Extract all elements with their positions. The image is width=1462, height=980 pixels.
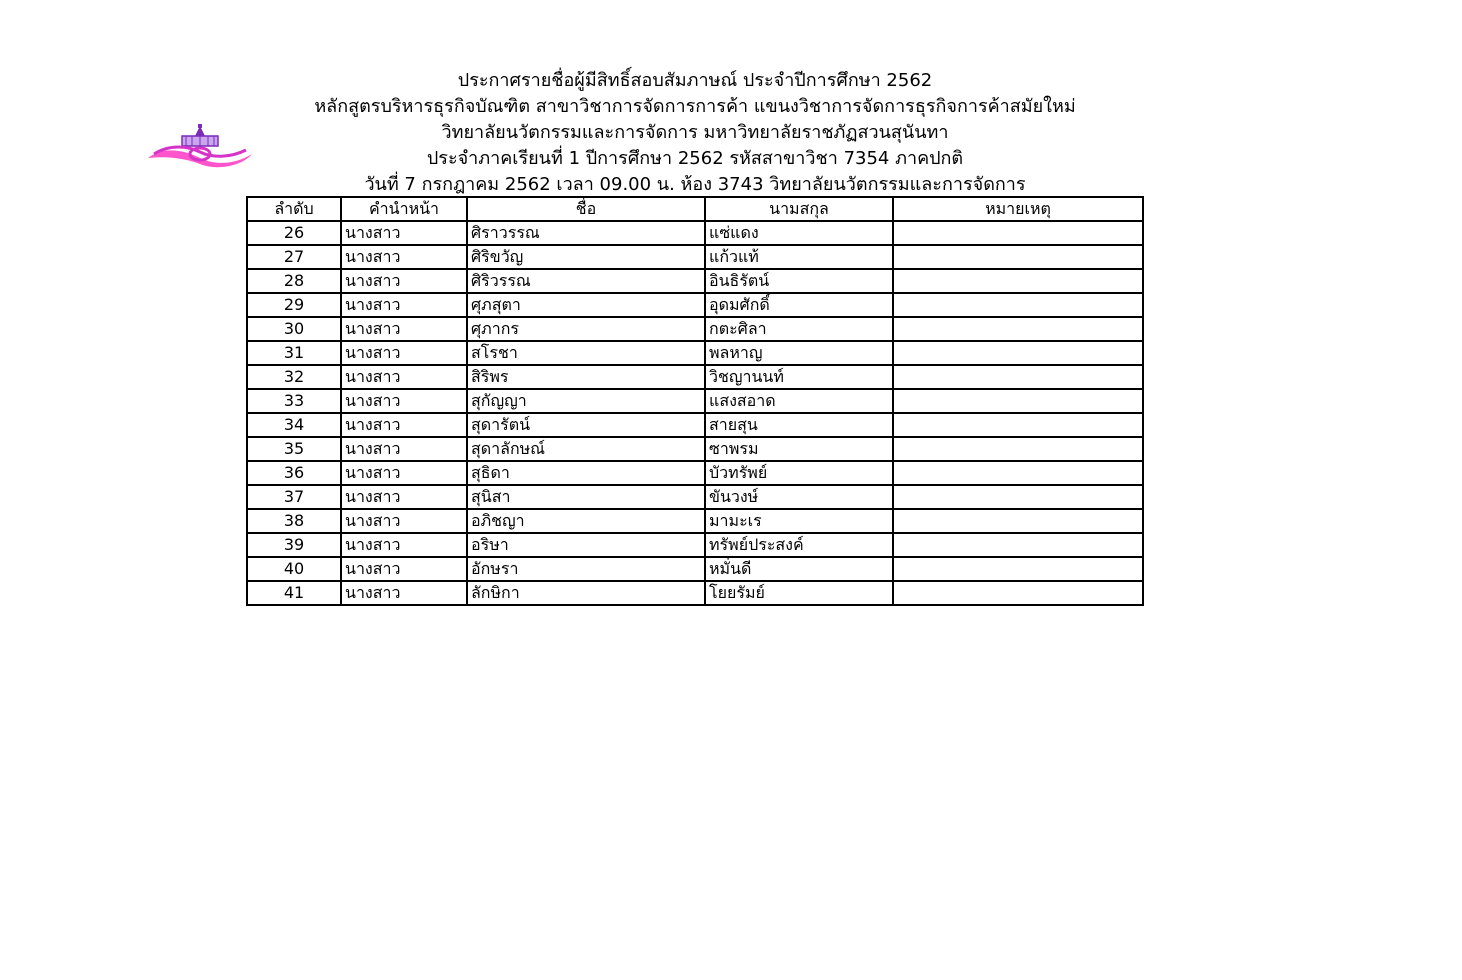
row-remarks: [893, 485, 1143, 509]
row-title: นางสาว: [341, 533, 467, 557]
row-number: 35: [247, 437, 341, 461]
row-remarks: [893, 461, 1143, 485]
row-title: นางสาว: [341, 341, 467, 365]
row-first-name: สิริพร: [467, 365, 705, 389]
row-last-name: แสงสอาด: [705, 389, 893, 413]
row-number: 40: [247, 557, 341, 581]
row-title: นางสาว: [341, 245, 467, 269]
row-title: นางสาว: [341, 365, 467, 389]
table-row: [247, 341, 1143, 365]
row-number: 32: [247, 365, 341, 389]
column-header-number: ลำดับ: [247, 197, 341, 221]
row-last-name: อุดมศักดิ์: [705, 293, 893, 317]
table-row: [247, 509, 1143, 533]
row-number: 41: [247, 581, 341, 605]
row-title: นางสาว: [341, 509, 467, 533]
table-row: [247, 437, 1143, 461]
column-header-title: คำนำหน้า: [341, 197, 467, 221]
row-first-name: ศิราวรรณ: [467, 221, 705, 245]
row-title: นางสาว: [341, 293, 467, 317]
table-row: [247, 365, 1143, 389]
row-first-name: อักษรา: [467, 557, 705, 581]
row-title: นางสาว: [341, 413, 467, 437]
row-number: 29: [247, 293, 341, 317]
row-last-name: กตะศิลา: [705, 317, 893, 341]
row-remarks: [893, 413, 1143, 437]
row-number: 39: [247, 533, 341, 557]
table-row: [247, 221, 1143, 245]
row-first-name: อริษา: [467, 533, 705, 557]
row-last-name: แก้วแท้: [705, 245, 893, 269]
table-row: [247, 245, 1143, 269]
table-row: [247, 581, 1143, 605]
row-first-name: ศิริขวัญ: [467, 245, 705, 269]
row-first-name: สุธิดา: [467, 461, 705, 485]
table-header-row: [247, 197, 1143, 221]
column-header-first-name: ชื่อ: [467, 197, 705, 221]
row-remarks: [893, 317, 1143, 341]
row-last-name: อินธิรัตน์: [705, 269, 893, 293]
row-first-name: ศิริวรรณ: [467, 269, 705, 293]
row-remarks: [893, 245, 1143, 269]
row-title: นางสาว: [341, 269, 467, 293]
column-header-last-name: นามสกุล: [705, 197, 893, 221]
row-remarks: [893, 365, 1143, 389]
row-title: นางสาว: [341, 221, 467, 245]
announcement-title: ประกาศรายชื่อผู้มีสิทธิ์สอบสัมภาษณ์ ประจำปีการศึกษา 2562: [457, 70, 933, 91]
row-title: นางสาว: [341, 437, 467, 461]
row-first-name: ลักษิกา: [467, 581, 705, 605]
row-number: 28: [247, 269, 341, 293]
table-row: [247, 413, 1143, 437]
row-first-name: สุนิสา: [467, 485, 705, 509]
row-number: 34: [247, 413, 341, 437]
row-number: 27: [247, 245, 341, 269]
row-number: 33: [247, 389, 341, 413]
row-remarks: [893, 509, 1143, 533]
row-last-name: โยยรัมย์: [705, 581, 893, 605]
row-title: นางสาว: [341, 461, 467, 485]
row-title: นางสาว: [341, 581, 467, 605]
row-number: 36: [247, 461, 341, 485]
row-remarks: [893, 389, 1143, 413]
row-last-name: วิชญานนท์: [705, 365, 893, 389]
table-row: [247, 557, 1143, 581]
row-first-name: สุกัญญา: [467, 389, 705, 413]
table-row: [247, 317, 1143, 341]
row-last-name: มามะเร: [705, 509, 893, 533]
row-first-name: สโรชา: [467, 341, 705, 365]
table-row: [247, 485, 1143, 509]
semester-line: ประจำภาคเรียนที่ 1 ปีการศึกษา 2562 รหัสสาขาวิชา 7354 ภาคปกติ: [426, 148, 964, 169]
university-emblem-icon: [144, 124, 256, 170]
row-first-name: ศุภสุตา: [467, 293, 705, 317]
interview-roster-table: [246, 196, 1144, 606]
table-row: [247, 293, 1143, 317]
row-number: 30: [247, 317, 341, 341]
row-last-name: สายสุน: [705, 413, 893, 437]
row-last-name: ซาพรม: [705, 437, 893, 461]
row-number: 31: [247, 341, 341, 365]
row-first-name: อภิชญา: [467, 509, 705, 533]
college-line: วิทยาลัยนวัตกรรมและการจัดการ มหาวิทยาลัยราชภัฏสวนสุนันทา: [441, 122, 949, 143]
row-title: นางสาว: [341, 389, 467, 413]
row-remarks: [893, 221, 1143, 245]
table-row: [247, 461, 1143, 485]
row-remarks: [893, 293, 1143, 317]
row-first-name: สุดาลักษณ์: [467, 437, 705, 461]
row-last-name: ขันวงษ์: [705, 485, 893, 509]
row-last-name: บัวทรัพย์: [705, 461, 893, 485]
row-number: 38: [247, 509, 341, 533]
table-row: [247, 533, 1143, 557]
row-number: 37: [247, 485, 341, 509]
column-header-remarks: หมายเหตุ: [893, 197, 1143, 221]
table-row: [247, 389, 1143, 413]
row-first-name: สุดารัตน์: [467, 413, 705, 437]
row-title: นางสาว: [341, 485, 467, 509]
date-time-room-line: วันที่ 7 กรกฎาคม 2562 เวลา 09.00 น. ห้อง 3743 วิทยาลัยนวัตกรรมและการจัดการ: [364, 174, 1026, 195]
row-remarks: [893, 341, 1143, 365]
table-row: [247, 269, 1143, 293]
row-first-name: ศุภากร: [467, 317, 705, 341]
row-last-name: ทรัพย์ประสงค์: [705, 533, 893, 557]
row-remarks: [893, 437, 1143, 461]
row-remarks: [893, 533, 1143, 557]
row-last-name: พลหาญ: [705, 341, 893, 365]
row-last-name: แซ่แดง: [705, 221, 893, 245]
row-number: 26: [247, 221, 341, 245]
row-remarks: [893, 269, 1143, 293]
row-remarks: [893, 557, 1143, 581]
row-title: นางสาว: [341, 317, 467, 341]
row-title: นางสาว: [341, 557, 467, 581]
row-last-name: หมั่นดี: [705, 557, 893, 581]
row-remarks: [893, 581, 1143, 605]
program-line: หลักสูตรบริหารธุรกิจบัณฑิต สาขาวิชาการจัดการการค้า แขนงวิชาการจัดการธุรกิจการค้าสมัยใหม่: [314, 96, 1076, 117]
